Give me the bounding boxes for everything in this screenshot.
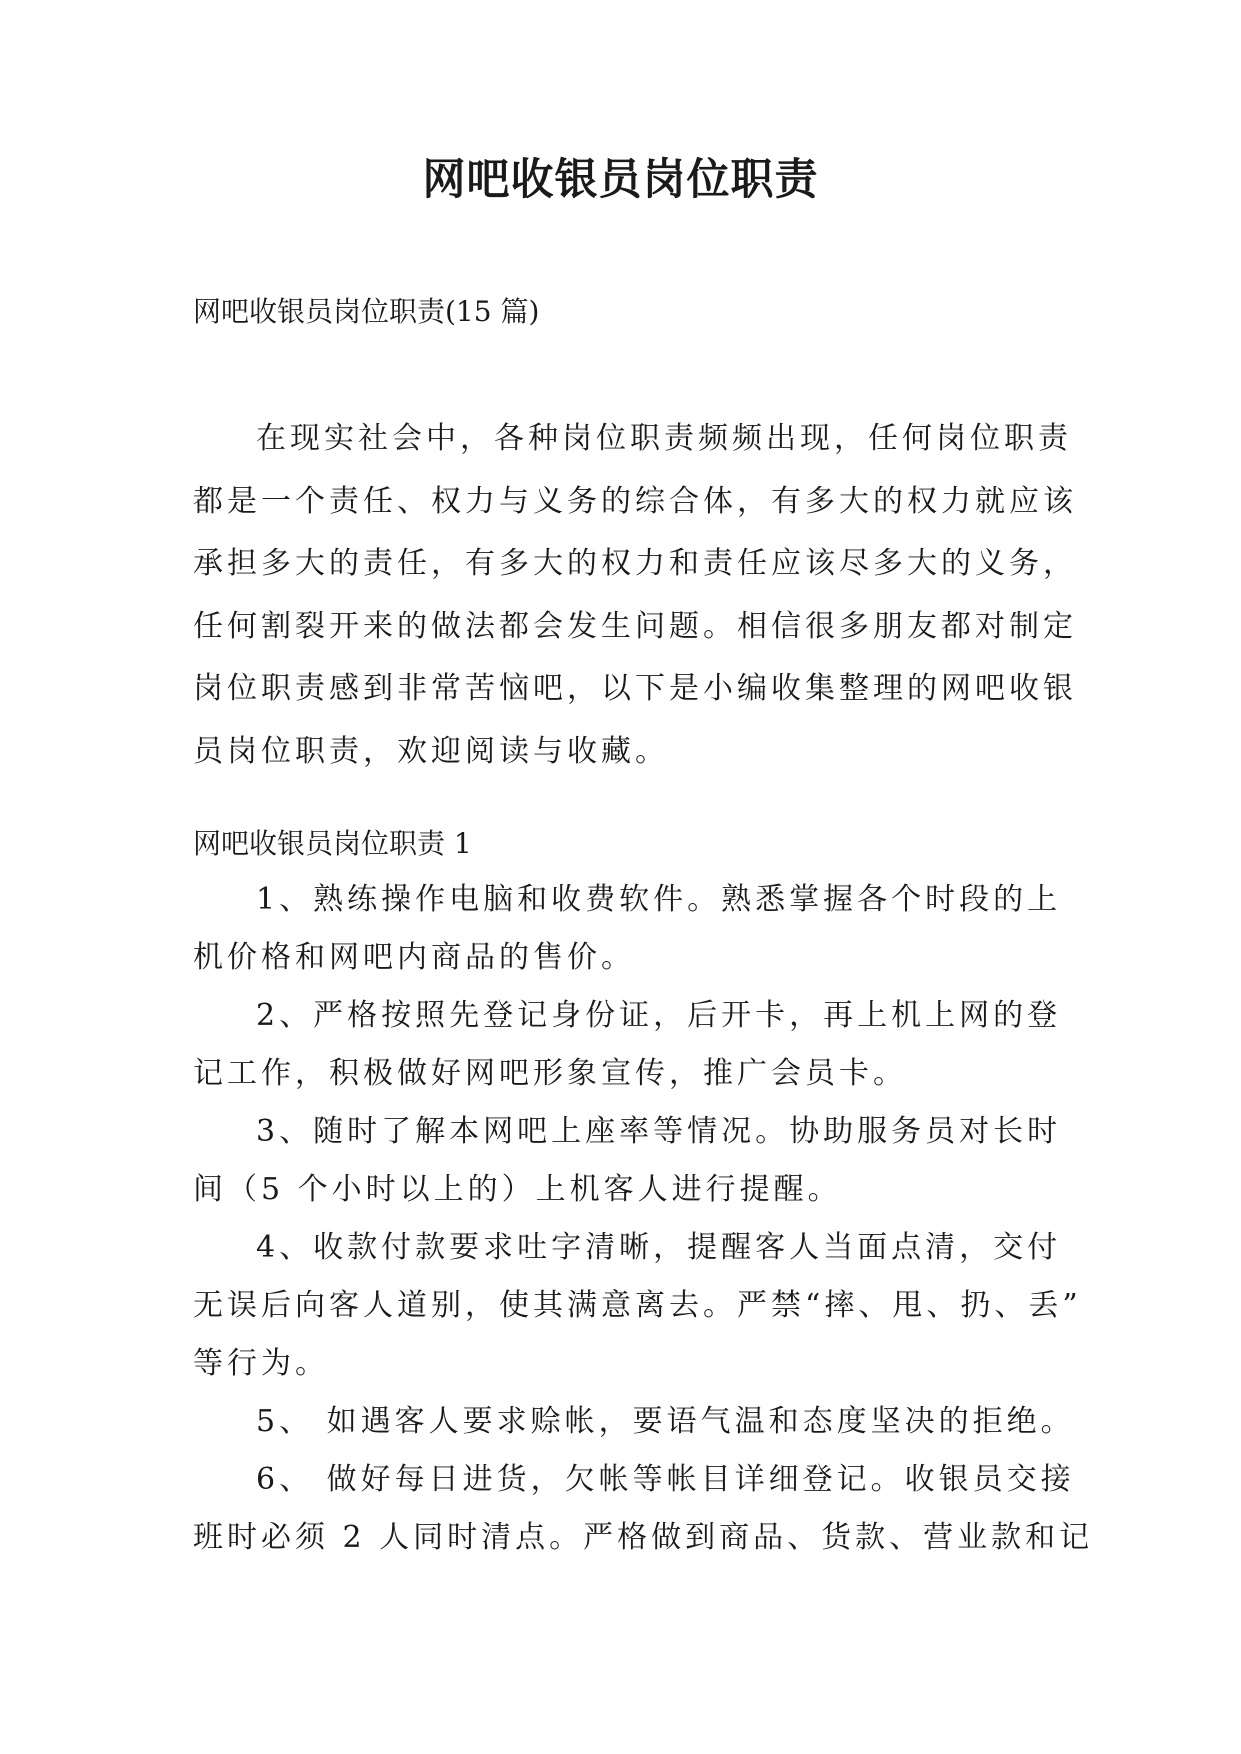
- duty-item-line: 2、严格按照先登记身份证，后开卡，再上机上网的登: [256, 998, 1062, 1033]
- duty-item-line: 5、 如遇客人要求赊帐，要语气温和态度坚决的拒绝。: [256, 1404, 1075, 1439]
- duty-item-line: 间（5 个小时以上的）上机客人进行提醒。: [193, 1172, 842, 1207]
- intro-line: 承担多大的责任，有多大的权力和责任应该尽多大的义务，: [193, 546, 1077, 581]
- duty-item-line: 机价格和网吧内商品的售价。: [193, 940, 635, 975]
- document-subtitle: 网吧收银员岗位职责(15 篇): [193, 295, 540, 328]
- section-heading: 网吧收银员岗位职责 1: [193, 827, 472, 860]
- intro-line: 员岗位职责，欢迎阅读与收藏。: [193, 733, 669, 769]
- duty-list: [193, 871, 1094, 1567]
- duty-item-line: 1、熟练操作电脑和收费软件。熟悉掌握各个时段的上: [256, 882, 1062, 917]
- duty-item-line: 3、随时了解本网吧上座率等情况。协助服务员对长时: [256, 1114, 1062, 1149]
- duty-item-line: 记工作，积极做好网吧形象宣传，推广会员卡。: [193, 1056, 907, 1091]
- duty-item-line: 无误后向客人道别，使其满意离去。严禁“摔、甩、扔、丢”: [193, 1288, 1082, 1323]
- intro-line: 任何割裂开来的做法都会发生问题。相信很多朋友都对制定: [193, 608, 1077, 644]
- duty-item-line: 等行为。: [193, 1346, 329, 1381]
- duty-item-line: 6、 做好每日进货，欠帐等帐目详细登记。收银员交接: [256, 1462, 1075, 1497]
- duty-item-line: 4、收款付款要求吐字清晰，提醒客人当面点清，交付: [256, 1230, 1062, 1265]
- intro-line: 都是一个责任、权力与义务的综合体，有多大的权力就应该: [193, 483, 1077, 519]
- document-title: 网吧收银员岗位职责: [422, 155, 819, 205]
- intro-line: 岗位职责感到非常苦恼吧，以下是小编收集整理的网吧收银: [193, 671, 1077, 706]
- intro-line: 在现实社会中，各种岗位职责频频出现，任何岗位职责: [256, 421, 1072, 456]
- intro-paragraph: [193, 408, 1077, 783]
- duty-item-line: 班时必须 2 人同时清点。严格做到商品、货款、营业款和记: [193, 1520, 1094, 1555]
